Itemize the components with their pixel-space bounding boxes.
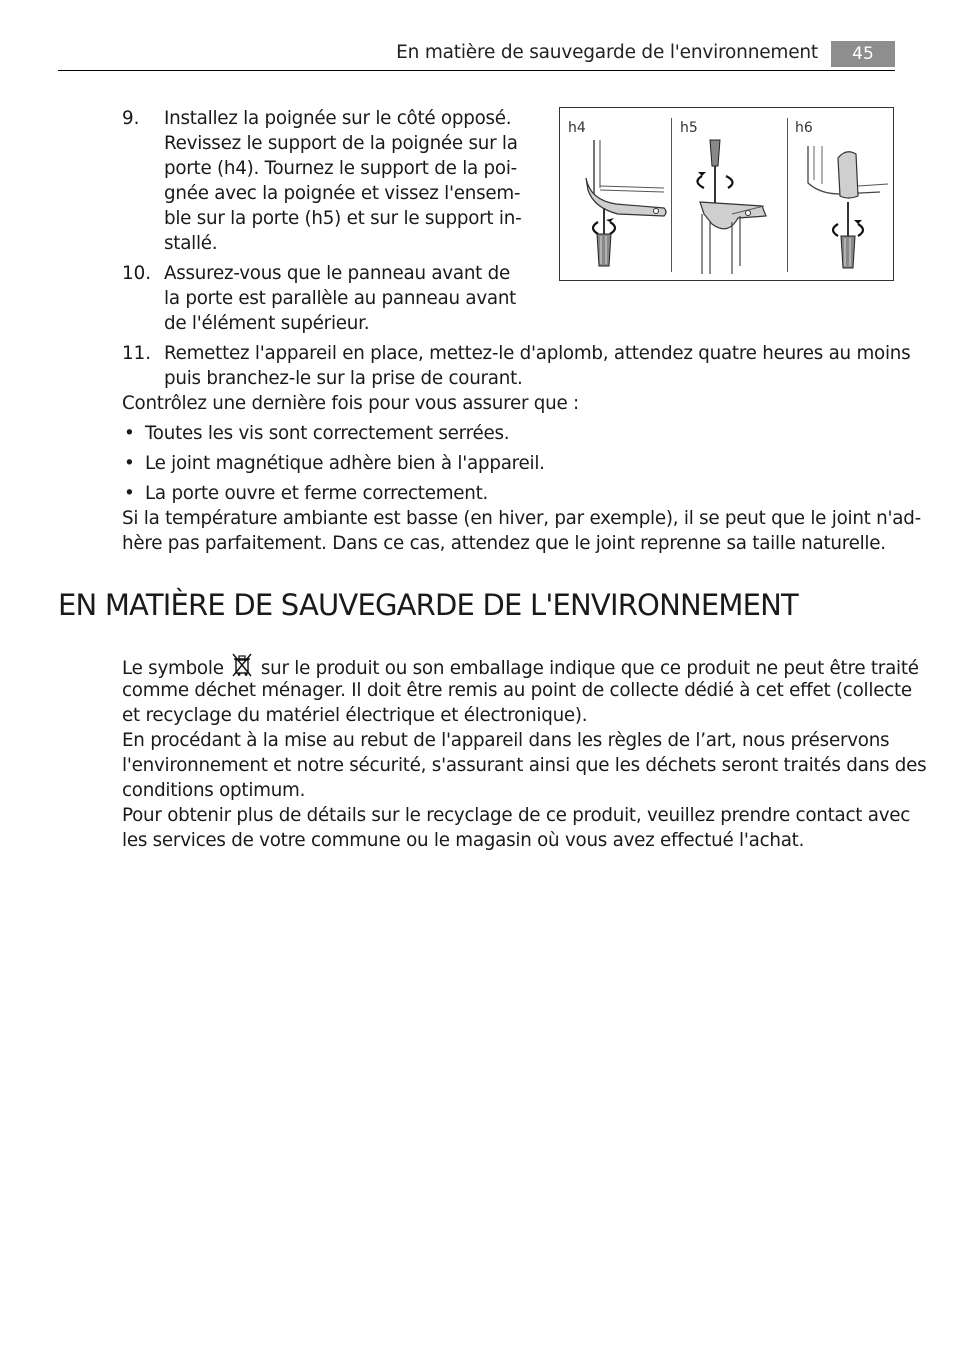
support-screwing-illustration — [800, 138, 890, 273]
check-item: Toutes les vis sont correctement serrées. — [145, 423, 510, 444]
header-rule — [58, 70, 895, 71]
step-number: 11. — [122, 343, 152, 364]
step-text: de l'élément supérieur. — [164, 313, 370, 334]
step-number: 10. — [122, 263, 152, 284]
body-text: En procédant à la mise au rebut de l'appareil dans les règles de l’art, nous préservons — [122, 730, 890, 751]
bullet-icon: • — [124, 453, 135, 474]
step-text: Installez la poignée sur le côté opposé. — [164, 108, 512, 129]
step-text: porte (h4). Tournez le support de la poi- — [164, 158, 518, 179]
crossed-bin-icon — [231, 653, 253, 677]
step-text: ble sur la porte (h5) et sur le support in- — [164, 208, 522, 229]
step-number: 9. — [122, 108, 140, 129]
figure-label-h5: h5 — [680, 120, 698, 136]
check-item: La porte ouvre et ferme correctement. — [145, 483, 489, 504]
installation-figure — [559, 107, 894, 281]
body-text: comme déchet ménager. Il doit être remis au point de collecte dédié à cet effet (collecte — [122, 680, 912, 701]
step-text: Remettez l'appareil en place, mettez-le d'aplomb, attendez quatre heures au moins — [164, 343, 911, 364]
symbol-suffix: sur le produit ou son emballage indique que ce produit ne peut être traité — [260, 658, 919, 679]
step-text: la porte est parallèle au panneau avant — [164, 288, 517, 309]
section-heading: EN MATIÈRE DE SAUVEGARDE DE L'ENVIRONNEMENT — [58, 588, 798, 622]
body-text: et recyclage du matériel électrique et électronique). — [122, 705, 588, 726]
body-text: conditions optimum. — [122, 780, 306, 801]
step-text: gnée avec la poignée et vissez l'ensem- — [164, 183, 521, 204]
step-text: Revissez le support de la poignée sur la — [164, 133, 518, 154]
note-text: hère pas parfaitement. Dans ce cas, attendez que le joint reprenne sa taille naturelle. — [122, 533, 886, 554]
figure-label-h6: h6 — [795, 120, 813, 136]
check-item: Le joint magnétique adhère bien à l'appareil. — [145, 453, 545, 474]
running-header: En matière de sauvegarde de l'environnement — [396, 42, 818, 63]
symbol-prefix: Le symbole — [122, 658, 224, 679]
step-text: Assurez-vous que le panneau avant de — [164, 263, 510, 284]
symbol-line — [122, 653, 919, 681]
figure-label-h4: h4 — [568, 120, 586, 136]
checks-intro: Contrôlez une dernière fois pour vous assurer que : — [122, 393, 579, 414]
body-text: l'environnement et notre sécurité, s'assurant ainsi que les déchets seront traités dans des — [122, 755, 927, 776]
body-text: les services de votre commune ou le magasin où vous avez effectué l'achat. — [122, 830, 805, 851]
handle-bracket-illustration — [580, 138, 670, 273]
step-text: stallé. — [164, 233, 218, 254]
step-text: puis branchez-le sur la prise de courant. — [164, 368, 523, 389]
note-text: Si la température ambiante est basse (en hiver, par exemple), il se peut que le joint n'ad- — [122, 508, 921, 529]
door-screwing-illustration — [678, 136, 778, 276]
bullet-icon: • — [124, 423, 135, 444]
figure-divider — [671, 118, 672, 272]
bullet-icon: • — [124, 483, 135, 504]
body-text: Pour obtenir plus de détails sur le recyclage de ce produit, veuillez prendre contact avec — [122, 805, 911, 826]
figure-divider — [787, 118, 788, 272]
page-number: 45 — [831, 41, 895, 67]
